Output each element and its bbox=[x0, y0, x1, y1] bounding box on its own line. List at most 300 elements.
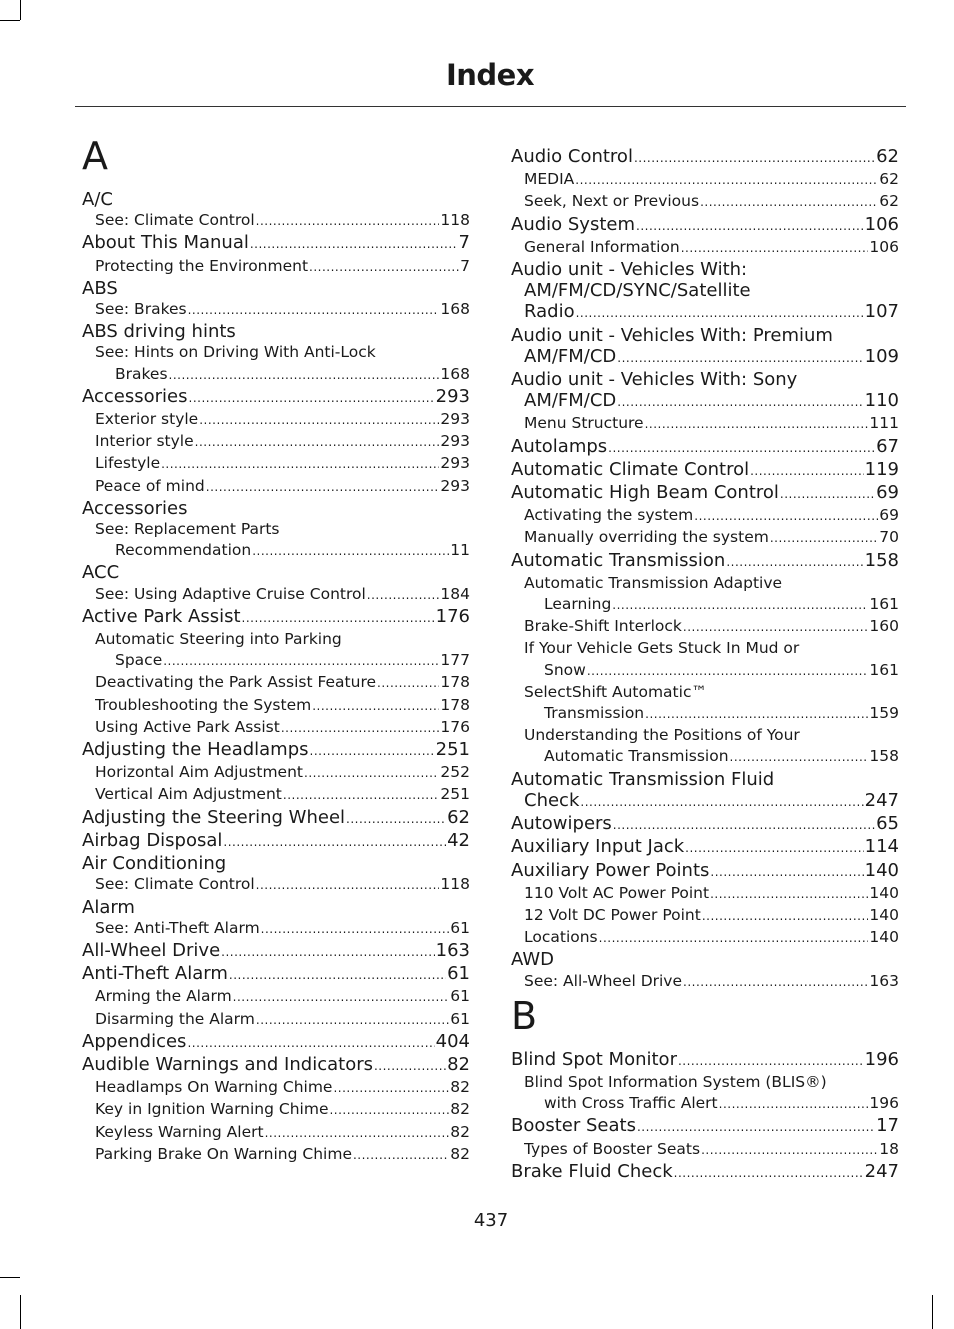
index-entry bbox=[82, 232, 470, 255]
entry-term: Automatic Transmission bbox=[544, 747, 729, 766]
page-ref: 251 bbox=[440, 785, 470, 804]
page-ref: 119 bbox=[864, 458, 899, 480]
index-subentry bbox=[82, 476, 470, 498]
dot-leader bbox=[310, 741, 435, 762]
index-subentry bbox=[511, 682, 899, 725]
page-ref: 69 bbox=[876, 482, 899, 504]
entry-term: Keyless Warning Alert bbox=[95, 1122, 264, 1141]
dot-leader bbox=[730, 747, 869, 768]
index-entry bbox=[511, 1049, 899, 1072]
dot-leader bbox=[367, 585, 440, 606]
index-entry bbox=[511, 769, 899, 813]
page-ref: 69 bbox=[879, 506, 899, 525]
dot-leader bbox=[770, 528, 878, 549]
entry-term: Blind Spot Monitor bbox=[511, 1048, 677, 1070]
dot-leader bbox=[374, 1056, 446, 1077]
dot-leader bbox=[283, 785, 440, 806]
page-ref: 293 bbox=[440, 454, 470, 473]
page-ref: 293 bbox=[440, 432, 470, 451]
dot-leader bbox=[634, 148, 875, 169]
page-ref: 161 bbox=[869, 595, 899, 614]
index-entry bbox=[511, 949, 899, 970]
index-subentry bbox=[82, 1122, 470, 1144]
dot-leader bbox=[256, 1010, 449, 1031]
index-subentry bbox=[82, 299, 470, 321]
index-subentry bbox=[82, 986, 470, 1008]
entry-term: Brake-Shift Interlock bbox=[524, 617, 682, 636]
entry-term: SelectShift Automatic™ bbox=[524, 682, 707, 701]
dot-leader bbox=[333, 1078, 449, 1099]
page-ref: 252 bbox=[440, 763, 470, 782]
dot-leader bbox=[221, 942, 434, 963]
entry-term: Automatic Climate Control bbox=[511, 458, 750, 480]
index-subentry bbox=[511, 1072, 899, 1115]
index-subentry bbox=[82, 1077, 470, 1099]
index-subentry bbox=[82, 1009, 470, 1031]
dot-leader bbox=[242, 608, 435, 629]
page-ref: 62 bbox=[876, 146, 899, 167]
page-ref: 158 bbox=[869, 747, 899, 766]
dot-leader bbox=[683, 617, 869, 638]
entry-term: Active Park Assist bbox=[82, 605, 241, 627]
index-column-left bbox=[82, 133, 470, 1166]
dot-leader bbox=[353, 1145, 449, 1166]
index-subentry bbox=[82, 695, 470, 717]
entry-term: AM/FM/CD/SYNC/Satellite bbox=[524, 280, 751, 302]
dot-leader bbox=[617, 392, 863, 413]
entry-term: Air Conditioning bbox=[82, 853, 227, 875]
dot-leader bbox=[206, 477, 440, 498]
page-ref: 161 bbox=[869, 660, 899, 679]
page-ref: 163 bbox=[869, 971, 899, 990]
dot-leader bbox=[576, 303, 864, 324]
dot-leader bbox=[346, 809, 446, 830]
dot-leader bbox=[674, 1163, 864, 1184]
dot-leader bbox=[261, 919, 450, 940]
entry-term: All-Wheel Drive bbox=[82, 939, 221, 961]
entry-term: Adjusting the Steering Wheel bbox=[82, 806, 346, 828]
entry-term: Protecting the Environment bbox=[95, 256, 309, 275]
entry-term: Arming the Alarm bbox=[95, 987, 232, 1006]
index-entry bbox=[82, 386, 470, 409]
page-ref: 176 bbox=[440, 717, 470, 736]
entry-term: Interior style bbox=[95, 432, 194, 451]
entry-term: Deactivating the Park Assist Feature bbox=[95, 673, 377, 692]
page-ref: 11 bbox=[450, 541, 470, 560]
page-ref: 109 bbox=[864, 345, 899, 367]
page-ref: 18 bbox=[879, 1139, 899, 1158]
entry-term: Adjusting the Headlamps bbox=[82, 739, 309, 761]
page-ref: 184 bbox=[440, 584, 470, 603]
entry-term: 12 Volt DC Power Point bbox=[524, 905, 701, 924]
index-subentry bbox=[82, 629, 470, 672]
index-entry bbox=[82, 606, 470, 629]
page-ref: 159 bbox=[869, 704, 899, 723]
crop-mark bbox=[0, 20, 20, 21]
index-subentry bbox=[82, 672, 470, 694]
index-subentry bbox=[82, 453, 470, 475]
index-subentry bbox=[511, 505, 899, 527]
entry-term: Accessories bbox=[82, 497, 188, 519]
page-ref: 61 bbox=[450, 1009, 470, 1028]
dot-leader bbox=[685, 838, 863, 859]
page-ref: 107 bbox=[864, 301, 899, 323]
index-entry bbox=[511, 836, 899, 859]
index-subentry bbox=[511, 527, 899, 549]
entry-term: Brake Fluid Check bbox=[511, 1160, 673, 1182]
page-ref: 118 bbox=[440, 875, 470, 894]
index-entry bbox=[511, 325, 899, 369]
page-ref: 178 bbox=[440, 673, 470, 692]
dot-leader bbox=[694, 506, 878, 527]
entry-term: AWD bbox=[511, 949, 554, 971]
page-ref: 176 bbox=[435, 605, 470, 627]
crop-mark bbox=[20, 1295, 21, 1329]
entry-term: Check bbox=[524, 789, 580, 811]
dot-leader bbox=[312, 696, 439, 717]
page-ref: 62 bbox=[447, 806, 470, 828]
index-entry bbox=[511, 214, 899, 237]
page-ref: 196 bbox=[869, 1094, 899, 1113]
page-ref: 140 bbox=[869, 928, 899, 947]
page-ref: 82 bbox=[450, 1144, 470, 1163]
entry-term: Headlamps On Warning Chime bbox=[95, 1078, 333, 1097]
entry-term: See: Climate Control bbox=[95, 211, 255, 230]
dot-leader bbox=[281, 718, 440, 739]
page-ref: 82 bbox=[450, 1078, 470, 1097]
entry-term: Audible Warnings and Indicators bbox=[82, 1053, 373, 1075]
entry-term: Manually overriding the system bbox=[524, 528, 769, 547]
page-ref: 293 bbox=[440, 410, 470, 429]
entry-term: Menu Structure bbox=[524, 414, 644, 433]
entry-term: See: Climate Control bbox=[95, 875, 255, 894]
index-entry bbox=[82, 1054, 470, 1077]
index-entry bbox=[82, 739, 470, 762]
dot-leader bbox=[195, 432, 440, 453]
entry-term: ACC bbox=[82, 562, 120, 584]
index-subentry bbox=[82, 409, 470, 431]
page-ref: 82 bbox=[450, 1100, 470, 1119]
section-letter: A bbox=[82, 134, 108, 178]
entry-term: Anti-Theft Alarm bbox=[82, 963, 228, 985]
dot-leader bbox=[780, 484, 875, 505]
title-rule bbox=[75, 106, 906, 107]
index-subentry bbox=[511, 413, 899, 435]
entry-term: Snow bbox=[544, 660, 586, 679]
index-entry bbox=[82, 562, 470, 583]
entry-term: Key in Ignition Warning Chime bbox=[95, 1100, 329, 1119]
dot-leader bbox=[163, 651, 439, 672]
dot-leader bbox=[250, 234, 458, 255]
index-subentry bbox=[82, 519, 470, 562]
index-subentry bbox=[511, 169, 899, 191]
page-ref: 111 bbox=[869, 414, 899, 433]
entry-term: 110 Volt AC Power Point bbox=[524, 883, 710, 902]
dot-leader bbox=[169, 365, 440, 386]
entry-term: Transmission bbox=[544, 704, 645, 723]
index-entry bbox=[82, 321, 470, 342]
dot-leader bbox=[719, 1094, 869, 1115]
entry-term: About This Manual bbox=[82, 232, 249, 254]
entry-term: See: All-Wheel Drive bbox=[524, 971, 683, 990]
index-entry bbox=[82, 1031, 470, 1054]
entry-term: Automatic Transmission Fluid bbox=[511, 768, 775, 790]
page-ref: 196 bbox=[864, 1048, 899, 1070]
entry-term: Booster Seats bbox=[511, 1115, 636, 1137]
index-subentry bbox=[82, 210, 470, 232]
page-ref: 82 bbox=[447, 1053, 470, 1075]
dot-leader bbox=[188, 300, 440, 321]
index-entry bbox=[82, 807, 470, 830]
page-ref: 158 bbox=[864, 549, 899, 571]
entry-term: See: Brakes bbox=[95, 300, 187, 319]
entry-term: ABS bbox=[82, 277, 118, 299]
entry-term: Blind Spot Information System (BLIS®) bbox=[524, 1072, 827, 1091]
index-entry bbox=[82, 278, 470, 299]
index-entry bbox=[511, 146, 899, 169]
index-entry bbox=[511, 259, 899, 325]
dot-leader bbox=[612, 595, 868, 616]
dot-leader bbox=[161, 454, 439, 475]
entry-term: Appendices bbox=[82, 1030, 187, 1052]
dot-leader bbox=[329, 1100, 449, 1121]
index-subentry bbox=[82, 1099, 470, 1121]
index-entry bbox=[511, 459, 899, 482]
entry-term: Troubleshooting the System bbox=[95, 695, 312, 714]
entry-term: Auxiliary Input Jack bbox=[511, 836, 685, 858]
entry-term: A/C bbox=[82, 189, 113, 210]
index-entry bbox=[511, 813, 899, 836]
page-ref: 247 bbox=[864, 1160, 899, 1182]
index-subentry bbox=[82, 762, 470, 784]
dot-leader bbox=[309, 257, 459, 278]
entry-term: Exterior style bbox=[95, 410, 199, 429]
index-subentry bbox=[82, 717, 470, 739]
page-ref: 17 bbox=[876, 1115, 899, 1137]
entry-term: Using Active Park Assist bbox=[95, 717, 280, 736]
dot-leader bbox=[608, 438, 875, 459]
index-entry bbox=[511, 550, 899, 573]
page-ref: 178 bbox=[440, 695, 470, 714]
entry-term: MEDIA bbox=[524, 170, 575, 189]
dot-leader bbox=[636, 216, 864, 237]
dot-leader bbox=[233, 987, 450, 1008]
index-entry bbox=[82, 498, 470, 519]
entry-term: Accessories bbox=[82, 385, 188, 407]
entry-term: Horizontal Aim Adjustment bbox=[95, 763, 303, 782]
entry-term: Parking Brake On Warning Chime bbox=[95, 1144, 352, 1163]
index-subentry bbox=[82, 431, 470, 453]
entry-term: Radio bbox=[524, 301, 575, 323]
entry-term: See: Hints on Driving With Anti-Lock bbox=[95, 343, 376, 362]
dot-leader bbox=[683, 972, 868, 993]
page-ref: 118 bbox=[440, 211, 470, 230]
entry-term: Seek, Next or Previous bbox=[524, 192, 700, 211]
page-ref: 62 bbox=[879, 170, 899, 189]
page-ref: 140 bbox=[869, 883, 899, 902]
dot-leader bbox=[189, 388, 435, 409]
entry-term: with Cross Traffic Alert bbox=[544, 1094, 718, 1113]
index-entry bbox=[82, 853, 470, 874]
page-ref: 293 bbox=[440, 476, 470, 495]
page-ref: 106 bbox=[864, 213, 899, 235]
page-ref: 61 bbox=[450, 987, 470, 1006]
page-title: Index bbox=[445, 58, 535, 92]
index-entry bbox=[82, 963, 470, 986]
dot-leader bbox=[599, 928, 869, 949]
page-ref: 61 bbox=[450, 918, 470, 937]
index-entry bbox=[511, 1161, 899, 1184]
page-number: 437 bbox=[473, 1210, 509, 1231]
dot-leader bbox=[187, 1033, 434, 1054]
dot-leader bbox=[700, 192, 878, 213]
page-ref: 82 bbox=[450, 1122, 470, 1141]
index-entry bbox=[82, 940, 470, 963]
index-column-right bbox=[511, 146, 899, 1184]
index-entry bbox=[82, 830, 470, 853]
index-entry bbox=[511, 482, 899, 505]
dot-leader bbox=[580, 792, 863, 813]
dot-leader bbox=[681, 238, 869, 259]
page-ref: 293 bbox=[435, 385, 470, 407]
index-subentry bbox=[82, 784, 470, 806]
crop-mark bbox=[0, 1277, 20, 1278]
dot-leader bbox=[617, 348, 863, 369]
page-ref: 106 bbox=[869, 237, 899, 256]
crop-mark bbox=[20, 0, 21, 20]
page-ref: 140 bbox=[864, 859, 899, 881]
dot-leader bbox=[710, 862, 863, 883]
index-subentry bbox=[82, 1144, 470, 1166]
entry-term: Audio unit - Vehicles With: bbox=[511, 259, 748, 281]
entry-term: Space bbox=[115, 651, 163, 670]
index-subentry bbox=[511, 573, 899, 616]
entry-term: Audio Control bbox=[511, 146, 633, 167]
entry-term: Airbag Disposal bbox=[82, 829, 223, 851]
index-entry bbox=[82, 897, 470, 918]
entry-term: See: Replacement Parts bbox=[95, 520, 280, 539]
dot-leader bbox=[587, 661, 869, 682]
dot-leader bbox=[256, 211, 440, 232]
index-entry bbox=[511, 369, 899, 413]
dot-leader bbox=[750, 461, 864, 482]
page-ref: 168 bbox=[440, 300, 470, 319]
entry-term: Types of Booster Seats bbox=[524, 1139, 701, 1158]
entry-term: Vertical Aim Adjustment bbox=[95, 785, 282, 804]
index-subentry bbox=[511, 725, 899, 768]
index-subentry bbox=[511, 883, 899, 905]
entry-term: Activating the system bbox=[524, 506, 694, 525]
entry-term: Understanding the Positions of Your bbox=[524, 726, 800, 745]
entry-term: If Your Vehicle Gets Stuck In Mud or bbox=[524, 639, 800, 658]
page-ref: 163 bbox=[435, 939, 470, 961]
index-subentry bbox=[82, 342, 470, 385]
entry-term: Alarm bbox=[82, 896, 135, 918]
index-subentry bbox=[82, 918, 470, 940]
entry-term: Automatic Transmission Adaptive bbox=[524, 573, 783, 592]
entry-term: See: Anti-Theft Alarm bbox=[95, 918, 260, 937]
index-subentry bbox=[511, 237, 899, 259]
entry-term: ABS driving hints bbox=[82, 321, 236, 343]
entry-term: Audio System bbox=[511, 213, 636, 235]
page-ref: 404 bbox=[435, 1030, 470, 1052]
index-subentry bbox=[82, 256, 470, 278]
entry-term: AM/FM/CD bbox=[524, 345, 617, 367]
index-subentry bbox=[511, 191, 899, 213]
dot-leader bbox=[223, 832, 446, 853]
page-ref: 140 bbox=[869, 905, 899, 924]
dot-leader bbox=[645, 704, 868, 725]
page-ref: 7 bbox=[460, 256, 470, 275]
dot-leader bbox=[252, 541, 449, 562]
dot-leader bbox=[702, 906, 869, 927]
dot-leader bbox=[377, 673, 439, 694]
page-ref: 62 bbox=[879, 192, 899, 211]
index-entry bbox=[511, 436, 899, 459]
dot-leader bbox=[265, 1123, 450, 1144]
entry-term: Automatic Steering into Parking bbox=[95, 630, 342, 649]
dot-leader bbox=[304, 763, 439, 784]
dot-leader bbox=[701, 1140, 878, 1161]
page-ref: 168 bbox=[440, 364, 470, 383]
crop-mark bbox=[932, 1295, 933, 1329]
index-subentry bbox=[511, 616, 899, 638]
index-entry bbox=[511, 860, 899, 883]
dot-leader bbox=[710, 884, 868, 905]
dot-leader bbox=[637, 1117, 875, 1138]
entry-term: Disarming the Alarm bbox=[95, 1009, 255, 1028]
dot-leader bbox=[645, 414, 869, 435]
entry-term: Automatic High Beam Control bbox=[511, 482, 779, 504]
index-subentry bbox=[511, 927, 899, 949]
section-letter: B bbox=[511, 993, 538, 1038]
entry-term: Lifestyle bbox=[95, 454, 161, 473]
entry-term: Autowipers bbox=[511, 813, 612, 835]
dot-leader bbox=[678, 1051, 864, 1072]
entry-term: Brakes bbox=[115, 364, 168, 383]
entry-term: Audio unit - Vehicles With: Premium bbox=[511, 324, 833, 346]
index-subentry bbox=[511, 905, 899, 927]
entry-term: General Information bbox=[524, 237, 680, 256]
entry-term: Recommendation bbox=[115, 541, 252, 560]
page-ref: 247 bbox=[864, 789, 899, 811]
entry-term: Autolamps bbox=[511, 435, 608, 457]
entry-term: Auxiliary Power Points bbox=[511, 859, 710, 881]
dot-leader bbox=[613, 815, 875, 836]
dot-leader bbox=[199, 410, 439, 431]
index-subentry bbox=[511, 1139, 899, 1161]
entry-term: Automatic Transmission bbox=[511, 549, 726, 571]
index-entry bbox=[511, 1115, 899, 1138]
dot-leader bbox=[229, 965, 446, 986]
entry-term: See: Using Adaptive Cruise Control bbox=[95, 584, 366, 603]
page-ref: 61 bbox=[447, 963, 470, 985]
index-subentry bbox=[511, 971, 899, 993]
dot-leader bbox=[726, 552, 863, 573]
index-entry bbox=[82, 189, 470, 210]
dot-leader bbox=[575, 170, 878, 191]
dot-leader bbox=[256, 875, 440, 896]
entry-term: Learning bbox=[544, 595, 612, 614]
entry-term: Locations bbox=[524, 928, 598, 947]
index-subentry bbox=[82, 874, 470, 896]
page-ref: 7 bbox=[458, 232, 470, 254]
page-ref: 42 bbox=[447, 829, 470, 851]
index-subentry bbox=[82, 584, 470, 606]
page-ref: 114 bbox=[864, 836, 899, 858]
page-ref: 110 bbox=[864, 390, 899, 412]
page-ref: 160 bbox=[869, 617, 899, 636]
